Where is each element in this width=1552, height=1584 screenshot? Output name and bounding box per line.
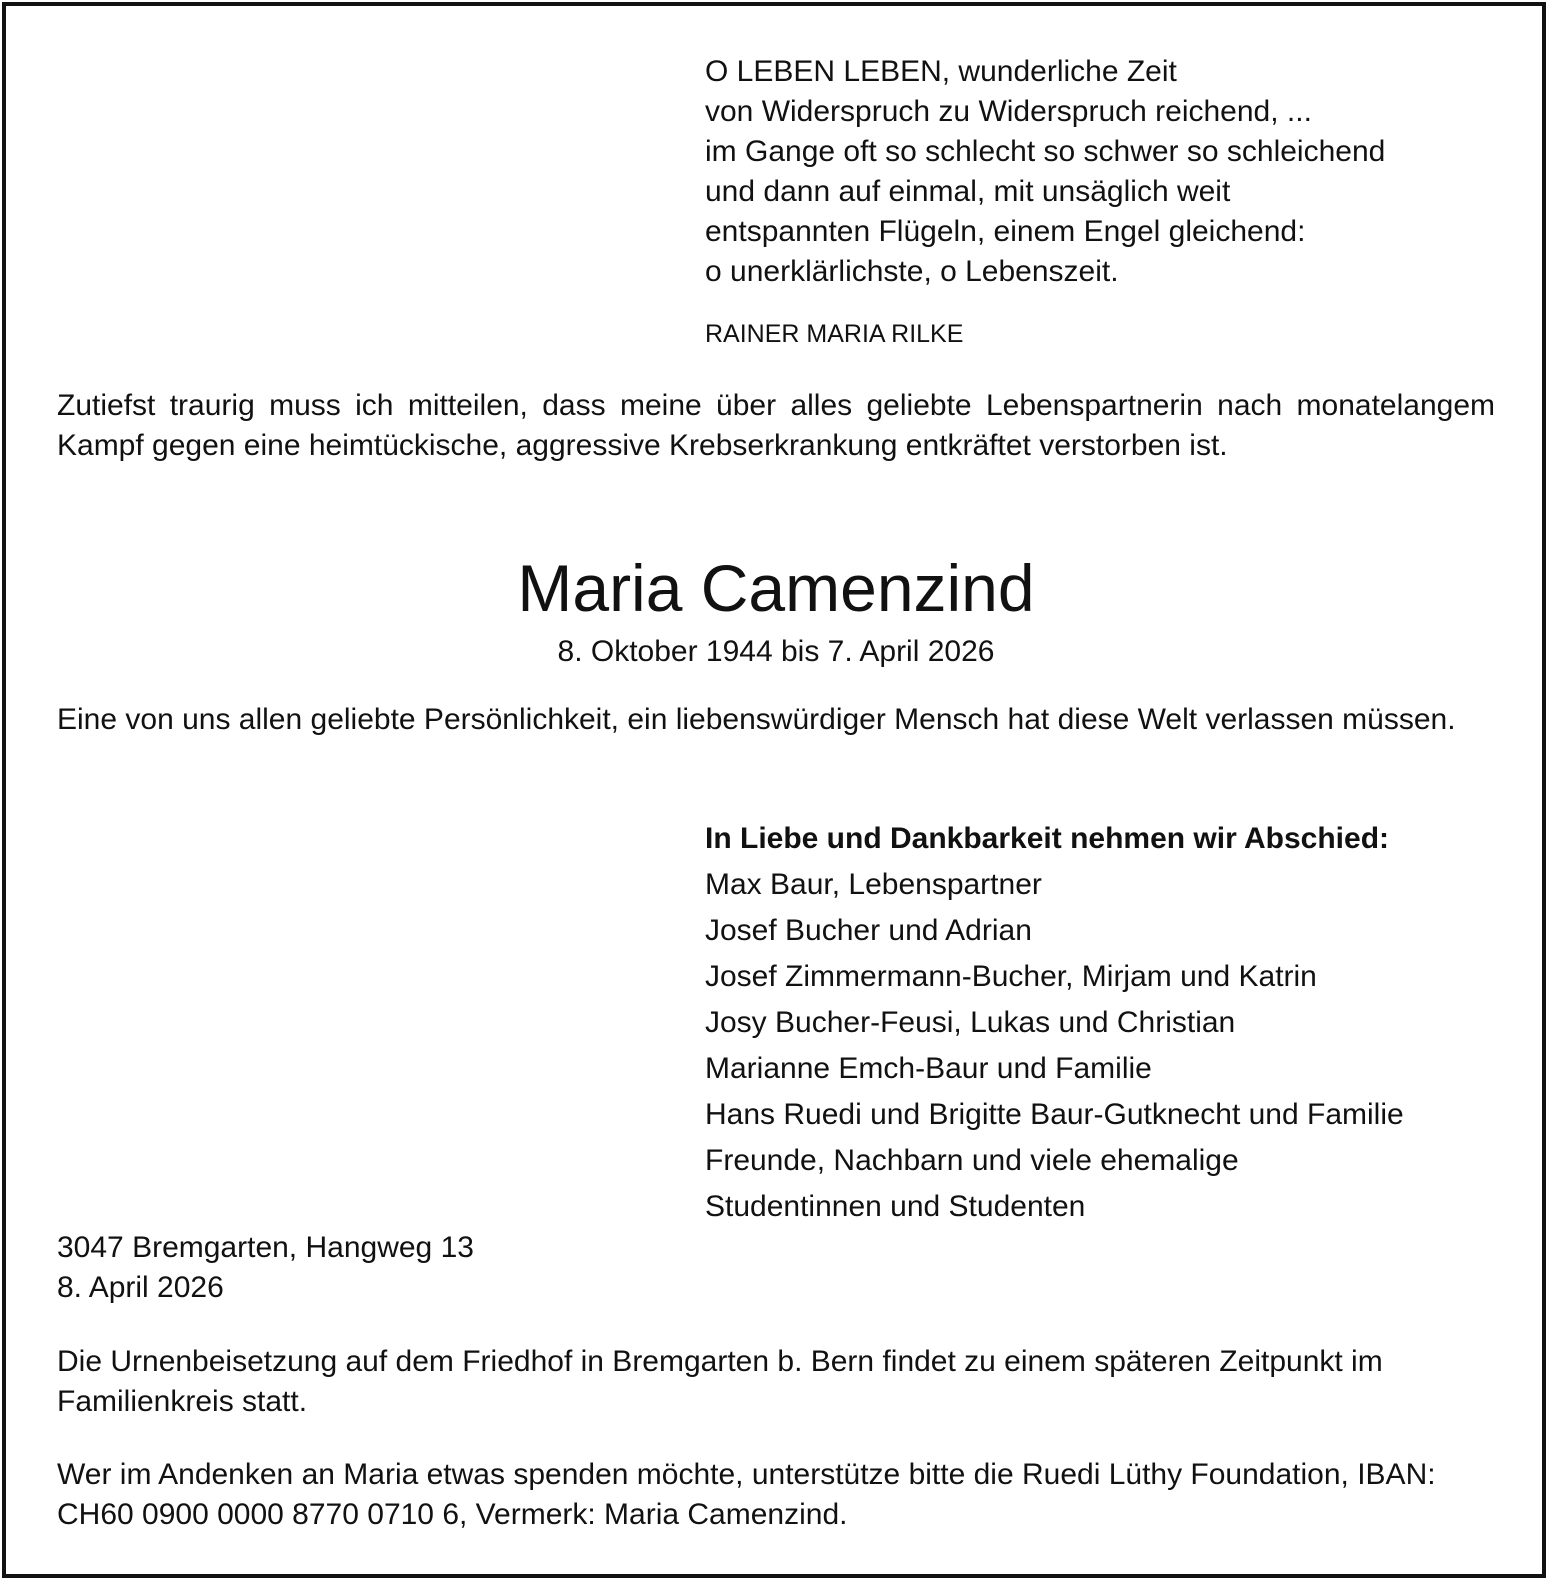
poem-line: im Gange oft so schlecht so schwer so schleichend	[705, 135, 1386, 168]
deceased-name: Maria Camenzind	[517, 551, 1035, 625]
poem-line: und dann auf einmal, mit unsäglich weit	[705, 175, 1231, 208]
mourner-name: Studentinnen und Studenten	[705, 1190, 1086, 1223]
mourner-name: Max Baur, Lebenspartner	[705, 868, 1042, 901]
poem-line: O LEBEN LEBEN, wunderliche Zeit	[705, 55, 1177, 88]
mourners-list	[705, 816, 1525, 1230]
tribute-paragraph: Eine von uns allen geliebte Persönlichkeit, ein liebenswürdiger Mensch hat diese Welt verlassen müssen.	[57, 703, 1456, 736]
intro-paragraph: Zutiefst traurig muss ich mitteilen, dass meine über alles geliebte Lebenspartnerin nach monatelangem Kampf gegen eine heimtückische, aggressive Krebserkrankung entkräftet verstorben ist.	[57, 389, 1495, 462]
mourner-name: Freunde, Nachbarn und viele ehemalige	[705, 1144, 1239, 1177]
mourner-name: Josef Zimmermann-Bucher, Mirjam und Katrin	[705, 960, 1317, 993]
notice-date: 8. April 2026	[57, 1271, 224, 1304]
poem-author: RAINER MARIA RILKE	[705, 320, 964, 348]
poem-line: o unerklärlichste, o Lebenszeit.	[705, 255, 1119, 288]
mourner-name: Marianne Emch-Baur und Familie	[705, 1052, 1152, 1085]
mourner-name: Hans Ruedi und Brigitte Baur-Gutknecht und Familie	[705, 1098, 1404, 1131]
burial-paragraph: Die Urnenbeisetzung auf dem Friedhof in Bremgarten b. Bern findet zu einem späteren Zeitpunkt im Familienkreis statt.	[57, 1345, 1383, 1418]
mourner-name: Josef Bucher und Adrian	[705, 914, 1032, 947]
mourners-heading: In Liebe und Dankbarkeit nehmen wir Abschied:	[705, 822, 1390, 855]
address-street: 3047 Bremgarten, Hangweg 13	[57, 1231, 474, 1264]
poem-line: von Widerspruch zu Widerspruch reichend, ...	[705, 95, 1312, 128]
donation-paragraph: Wer im Andenken an Maria etwas spenden möchte, unterstütze bitte die Ruedi Lüthy Foundation, IBAN: CH60 0900 0000 8770 0710 6, Vermerk: Maria Camenzind.	[57, 1458, 1436, 1531]
poem	[705, 52, 1505, 292]
poem-line: entspannten Flügeln, einem Engel gleichend:	[705, 215, 1306, 248]
mourner-name: Josy Bucher-Feusi, Lukas und Christian	[705, 1006, 1236, 1039]
address-block	[57, 1228, 474, 1308]
life-dates: 8. Oktober 1944 bis 7. April 2026	[557, 635, 995, 668]
